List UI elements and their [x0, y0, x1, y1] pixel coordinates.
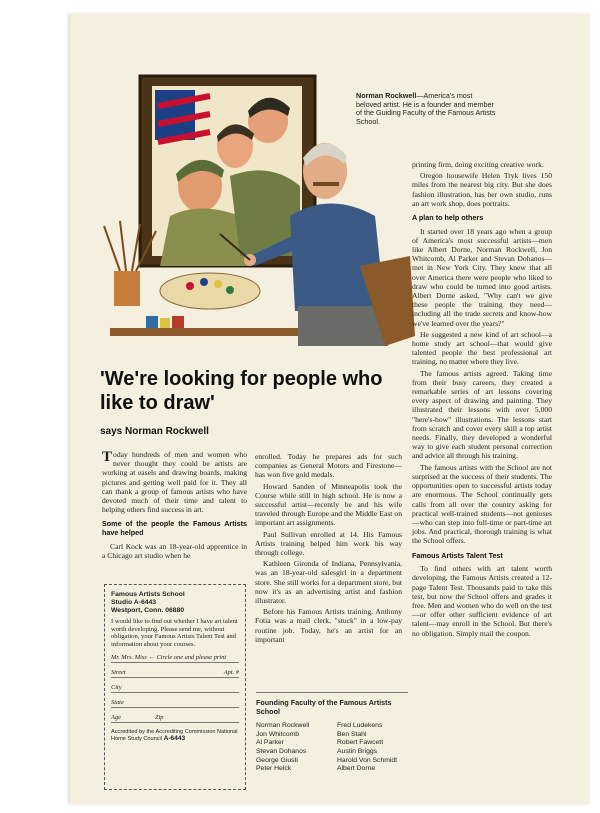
coupon-title-options: Mr. Mrs. Miss [111, 654, 147, 662]
subhead-plan-to-help: A plan to help others [412, 213, 484, 223]
coupon-name-field[interactable]: Mr. Mrs. Miss ← Circle one and please print [111, 654, 239, 663]
col1-paragraph-2: Carl Kock was an 18-year-old apprentice in a Chicago art studio when he [102, 541, 247, 560]
faculty-member: Robert Fawcett [337, 739, 384, 747]
col3-paragraph-5: The famous artists agreed. Taking time from their busy careers, they created a remarkable series of art lessons covering every aspect of drawing and painting. They illustrated their lessons with over 5,000 "here's-how" illustrations. The lessons start from scratch and cover every skill a top artist needs. Finally, they developed a wonderful way to give each student personal correction and advice all through his training. [412, 368, 552, 461]
column-1 [102, 450, 247, 562]
faculty-member: Austin Briggs [337, 747, 378, 755]
col3-paragraph-2: Oregon housewife Helen Tryk lives 150 miles from the nearest big city. But she does fashion illustration, has her own studio, runs an art work shop, does portraits. [412, 171, 552, 208]
coupon-state-field[interactable] [111, 699, 239, 708]
coupon-studio: Studio A-6443 [111, 599, 157, 606]
coupon-school-name: Famous Artists School [111, 591, 185, 598]
coupon-address: Westport, Conn. 06880 [111, 607, 185, 614]
faculty-member: George Giusti [256, 756, 298, 764]
column-3 [412, 160, 552, 640]
col2-paragraph-5: Before his Famous Artists training, Anthony Fotia was a mail clerk, "stuck" in a low-pay routine job. Today, he's an artist for an important [255, 607, 402, 644]
coupon-apt-label: Apt. # [223, 669, 239, 677]
illustration-caption [356, 92, 496, 126]
coupon-accreditation: Accredited by the Accrediting Commission National Home Study Council A-6443 [111, 729, 238, 742]
coupon-age-label: Age [111, 714, 121, 722]
coupon-code: A-6443 [163, 734, 186, 742]
coupon-zip-label: Zip [154, 714, 164, 722]
coupon-city-field[interactable] [111, 684, 239, 693]
faculty-list-left [256, 722, 327, 774]
mail-in-coupon[interactable] [104, 584, 246, 790]
faculty-member: Stevan Dohanos [256, 747, 307, 755]
col3-paragraph-1: printing firm, doing exciting creative work. [412, 160, 544, 169]
col2-paragraph-2: Howard Sanden of Minneapolis took the Course while still in high school. He is now a successful artist—recently he and his wife traveled through Europe and the Middle East on important art assignments. [255, 481, 402, 528]
col2-paragraph-4: Kathleen Gironda of Indiana, Pennsylvania, was an 18-year-old salesgirl in a department store. She still works for a department store, but now it's as an advertising artist and fashion illustrator. [255, 559, 402, 606]
col2-paragraph-1: enrolled. Today he prepares ads for such companies as General Motors and Firestone—has won five gold medals. [255, 452, 402, 480]
magazine-page [70, 14, 590, 804]
col3-paragraph-3: It started over 18 years ago when a group of America's most successful artists—men like Albert Dorne, Norman Rockwell, Jon Whitcomb, Al Parker and Stevan Dohanos—met in New York City. They knew that all over America there were people who liked to draw who could be turned into good artists. Albert Dorne asked, "Why can't we give these people the training they need—including all the trade secrets and know-how we've learned over the years?" [412, 226, 552, 328]
faculty-list-right [337, 722, 408, 774]
founding-faculty [256, 692, 408, 774]
caption-name: Norman Rockwell [356, 91, 417, 100]
faculty-member: Norman Rockwell [256, 722, 310, 730]
faculty-member: Jon Whitcomb [256, 730, 300, 738]
faculty-heading: Founding Faculty of the Famous Artists School [256, 698, 392, 716]
byline: says Norman Rockwell [100, 426, 209, 437]
coupon-body: I would like to find out whether I have art talent worth developing. Please send me, without obligation, your Famous Artists Talent Test and information about your courses. [111, 618, 238, 648]
coupon-city-label: City [111, 684, 122, 692]
faculty-member: Harold Von Schmidt [337, 756, 398, 764]
faculty-member: Fred Ludekens [337, 722, 383, 730]
col1-paragraph-1: oday hundreds of men and women who never thought they could be artists are working at easels and drawing boards, making pictures and getting well paid for it. They all can thank a group of famous artists who have devoted much of their time and talent to helping others find success in art. [102, 450, 247, 515]
col3-paragraph-6: The famous artists with the School are not surprised at the success of their students. The opportunities open to successful artists today are enormous. The School continually gets calls from all over the country asking for practical well-trained students—not geniuses—who can step into full-time or part-time art jobs. And practical, thorough training is what the School offers. [412, 462, 552, 546]
headline: 'We're looking for people who like to draw' [100, 368, 383, 414]
col3-paragraph-4: He suggested a new kind of art school—a home study art school—that would give talented people the best professional art training, no matter where they live. [412, 329, 552, 367]
coupon-age-zip-field[interactable] [111, 714, 239, 723]
subhead-people-helped: Some of the people the Famous Artists have helped [102, 519, 247, 538]
coupon-state-label: State [111, 699, 124, 707]
coupon-street-field[interactable] [111, 669, 239, 678]
coupon-street-label: Street [111, 669, 126, 677]
subhead-talent-test: Famous Artists Talent Test [412, 550, 503, 560]
col3-paragraph-7: To find others with art talent worth developing, the Famous Artists created a 12-page Talent Test. Thousands paid to take this test, but now the School offers and grades it free. Men and women who do well on the test—or offer other sufficient evidence of art talent—may enroll in the School. But there's no obligation. Simply mail the coupon. [412, 564, 552, 638]
coupon-title-hint: Circle one and please print [156, 654, 227, 662]
caption-text: —America's most beloved artist. He is a founder and member of the Guiding Faculty of the Famous Artists School. [356, 91, 496, 126]
col2-paragraph-3: Paul Sullivan enrolled at 14. His Famous Artists training helped him work his way through college. [255, 529, 402, 558]
faculty-member: Ben Stahl [337, 730, 367, 738]
column-2 [255, 452, 402, 646]
drop-cap: T [102, 449, 113, 465]
faculty-member: Al Parker [256, 739, 284, 747]
faculty-member: Peter Helck [256, 765, 292, 773]
faculty-member: Albert Dorne [337, 765, 376, 773]
